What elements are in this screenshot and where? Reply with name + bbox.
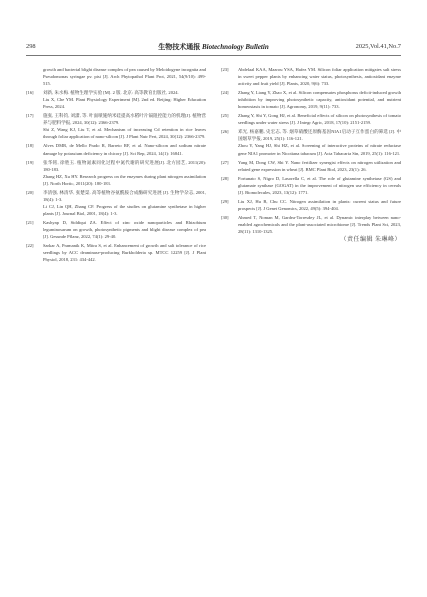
journal-title-en: Biotechnology Bulletin [202,43,269,51]
reference-number: [18] [26,143,34,149]
reference-text: Yang M, Dong CW, Shi Y. Nano fertilizer synergist effects on nitrogen utilization and related gene expression in wheat [J]. BMC Plant Biol, 2023, 23(1): 26. [238,159,401,172]
reference-entry [221,128,401,156]
journal-title-cn: 生物技术通报 [158,43,201,51]
reference-text: 刘新, 朱水梅. 植物生理学实验 [M]. 2 版. 北京: 高等教育出版社, 2024. [43,90,179,96]
reference-translation: Zhou Y, Yang HJ, Shi HZ, et al. Screening of interactive proteins of nitrate reductase gene NIA1 promoter in Nicotiana tabacum [J]. Acta Tabacaria Sin, 2019, 25(1): 116-121. [238,143,401,156]
reference-text: Liu XJ, Hu B, Chu CC. Nitrogen assimilation in plants: current status and future prospects [J]. J Genet Genomics, 2022, 49(5): 394-404. [238,198,401,211]
reference-entry [221,66,401,87]
page-header [26,41,401,55]
reference-entry [26,142,206,156]
reference-number: [28] [221,175,229,181]
reference-entry [221,198,401,212]
reference-text: Alves DMR, de Mello Prado R, Barreto RF, et al. Nano-silicon and sodium nitrate damage by potassium deficiency in chicory [J]. Sci Rep, 2024, 14(1): 16841. [43,143,206,156]
reference-entry [26,159,206,187]
reference-text: 李清强, 林清华, 张楚渠. 高等植物谷氨酰胺合成酶研究进展 [J]. 生物学杂志, 2001, 18(4): 1-3. [43,189,206,202]
reference-text: Sarkar A, Pramanik K, Mitra S, et al. Enhancement of growth and salt tolerance of rice seedlings by ACC deaminase-producing Burkholderia sp. MTCC 12259 [J]. J Plant Physiol, 2018, 231: 434-442. [43,243,206,263]
reference-entry [221,159,401,173]
reference-number: [21] [26,219,34,225]
editor-note: （责任编辑 朱琳峰） [340,237,401,244]
page-number: 298 [26,43,36,50]
reference-number: [26] [221,129,229,135]
issue-info: 2025,Vol.41,No.7 [355,43,401,50]
reference-number: [19] [26,159,34,165]
reference-column-left [26,66,206,265]
reference-translation: Shi Z, Wang KJ, Liu T, et al. Mechanism of increasing Cd retention in rice leaves through foliar application of nano-silicon [J]. J Plant Nutr Fert, 2024, 30(12): 2366-2379. [43,127,206,140]
reference-text: Kashyap D, Siddiqui ZA. Effect of zinc oxide nanoparticles and Rhizobium leguminosarum on growth, photosynthetic pigments and blight disease complex of pea [J]. Gesunde Pflanz, 2022, 74(1): 29-40. [43,219,206,240]
reference-text: growth and bacterial blight disease complex of pea caused by Meloidogyne incognita and Pseudomonas syringae pv. pisi [J]. Arch Phytopathol Plant Prot, 2021, 54(9/10): 499-515. [43,67,206,87]
reference-number: [24] [221,90,229,96]
reference-entry [26,66,206,87]
reference-number: [29] [221,198,229,204]
journal-title [26,42,401,52]
reference-column-right [221,66,401,244]
reference-text: 张华铭, 徐胜玉. 植物氮素同化过程中氮代谢的研究进展[J]. 北方园艺, 2011(20): 180-183. [43,159,206,172]
reference-entry [26,89,206,110]
reference-entry [221,214,401,235]
reference-text: Ahmed T, Noman M, Gardea-Torresdey JL, et al. Dynamic interplay between nano-enabled agrochemicals and the plant-associated microbiome [J]. Trends Plant Sci, 2023, 28(11): 1310-1325. [238,214,401,234]
reference-number: [20] [26,189,34,195]
reference-entry [26,189,206,217]
reference-number: [17] [26,113,34,119]
reference-entry [221,175,401,196]
reference-entry [221,112,401,126]
reference-number: [25] [221,113,229,119]
reference-number: [22] [26,243,34,249]
reference-number: [16] [26,90,34,96]
reference-entry [221,89,401,110]
reference-translation: Li CJ, Lin QH, Zhang CF. Progress of the studies on glutamine synthetase in higher plants [J]. Journal Biol, 2001, 18(4): 1-3. [43,203,206,216]
reference-list-right [221,66,401,235]
reference-number: [23] [221,67,229,72]
header-rule [26,55,401,56]
reference-number: [27] [221,159,229,165]
reference-text: Zhang Y, Liang Y, Zhao X, et al. Silicon compensates phosphorus deficit-induced growth inhibition by improving photosynthetic capacity, antioxidant potential, and nutrient homeostasis in tomato [J]. Agronomy, 2019, 9(11): 733. [238,90,401,110]
reference-text: Abdelaal KAA, Mazrou YSA, Hafez YM. Silicon foliar application mitigates salt stress in sweet pepper plants by enhancing water status, photosynthesis, antioxidant enzyme activity and fruit yield [J]. Plants, 2020, 9(6): 733. [238,67,401,87]
reference-text: 施张, 王科钧, 刘潇, 等. 叶面喷施纳米硅提高水稻叶片镉阻控能力的机理[J]. 植物营养与肥料学报, 2024, 30(12): 2366-2379. [43,113,206,126]
reference-entry [26,112,206,140]
reference-translation: Liu X, Che YM. Plant Physiology Experiment [M]. 2nd ed. Beijing: Higher Education Press, 2024. [43,97,206,110]
reference-number: [30] [221,214,229,220]
reference-text: Fortunato S, Nigro D, Lasorella C, et al. The role of glutamine synthetase (GS) and glutamate synthase (GOGAT) in the improvement of nitrogen use efficiency in cereals [J]. Biomolecules, 2023, 13(12): 1771. [238,175,401,195]
reference-text: 邓光, 杨嘉鹏, 史宏志, 等. 烟草硝酸还原酶基因NIA1启动子互作蛋白的筛选 [J]. 中国烟草学报, 2019, 25(1): 116-121. [238,129,401,142]
reference-entry [26,219,206,240]
reference-entry [26,242,206,263]
reference-text: Zhang Y, Shi Y, Gong HJ, et al. Beneficial effects of silicon on photosynthesis of tomato seedlings under water stress [J]. J Integr Agric, 2018, 17(10): 2151-2159. [238,113,401,126]
reference-translation: Zhang HZ, Xu HY. Research progress on the enzymes during plant nitrogen assimilation [J]. North Hortic, 2011(20): 180-183. [43,173,206,186]
